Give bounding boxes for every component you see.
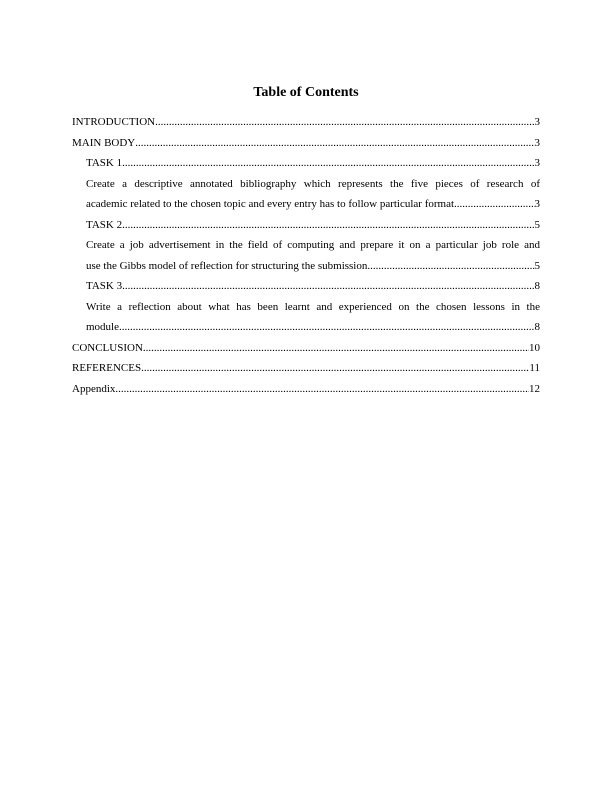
toc-entry-label-line2: use the Gibbs model of reflection for structuring the submission (86, 259, 368, 272)
toc-entry-page: 8 (534, 321, 540, 333)
toc-entry-conclusion[interactable] (72, 338, 540, 359)
toc-entry-label: INTRODUCTION (72, 116, 156, 128)
toc-entry-task-1[interactable] (72, 153, 540, 174)
toc-entry-job-advertisement[interactable] (72, 235, 540, 276)
toc-entry-page: 3 (534, 157, 540, 169)
toc-entry-task-3[interactable] (72, 276, 540, 297)
dot-leader (135, 133, 534, 154)
toc-entry-task-2[interactable] (72, 215, 540, 236)
toc-entry-page: 3 (534, 198, 540, 210)
toc-entry-label-line1: Write a reflection about what has been learnt and experienced on the chosen lessons in the (86, 300, 540, 313)
toc-entry-appendix[interactable] (72, 379, 540, 400)
toc-entry-label-line1: Create a descriptive annotated bibliography which represents the five pieces of research of (86, 177, 540, 190)
dot-leader (141, 358, 529, 379)
toc-entry-page: 12 (529, 382, 540, 395)
toc-entry-main-body[interactable] (72, 133, 540, 154)
dot-leader (119, 317, 535, 338)
table-of-contents (72, 112, 540, 399)
dot-leader (155, 112, 534, 133)
toc-entry-reflection[interactable] (72, 297, 540, 338)
toc-entry-label: MAIN BODY (72, 136, 136, 149)
toc-entry-page: 5 (534, 259, 540, 272)
toc-entry-page: 8 (534, 280, 540, 292)
toc-entry-page: 10 (529, 341, 540, 354)
toc-entry-label: REFERENCES (72, 362, 142, 374)
toc-entry-references[interactable] (72, 358, 540, 379)
toc-entry-page: 11 (529, 362, 540, 374)
toc-entry-label-line2: module (86, 321, 119, 333)
dot-leader (143, 338, 529, 359)
toc-entry-label: Appendix (72, 382, 116, 395)
toc-entry-label: CONCLUSION (72, 341, 143, 354)
toc-entry-label-line2: academic related to the chosen topic and every entry has to follow particular format. (86, 198, 457, 210)
toc-entry-label: TASK 3 (86, 280, 123, 292)
toc-entry-page: 5 (534, 218, 540, 231)
toc-entry-introduction[interactable] (72, 112, 540, 133)
dot-leader (122, 153, 534, 174)
toc-title: Table of Contents (253, 85, 359, 100)
toc-entry-label: TASK 1 (86, 157, 123, 169)
toc-entry-page: 3 (534, 116, 540, 128)
dot-leader (122, 276, 534, 297)
dot-leader (367, 256, 534, 277)
toc-entry-page: 3 (534, 136, 540, 149)
dot-leader (457, 194, 535, 215)
dot-leader (115, 379, 529, 400)
toc-entry-label: TASK 2 (86, 218, 123, 231)
toc-entry-label-line1: Create a job advertisement in the field of computing and prepare it on a particular job role and (86, 239, 540, 251)
dot-leader (122, 215, 534, 236)
toc-entry-annotated-bibliography[interactable] (72, 174, 540, 215)
